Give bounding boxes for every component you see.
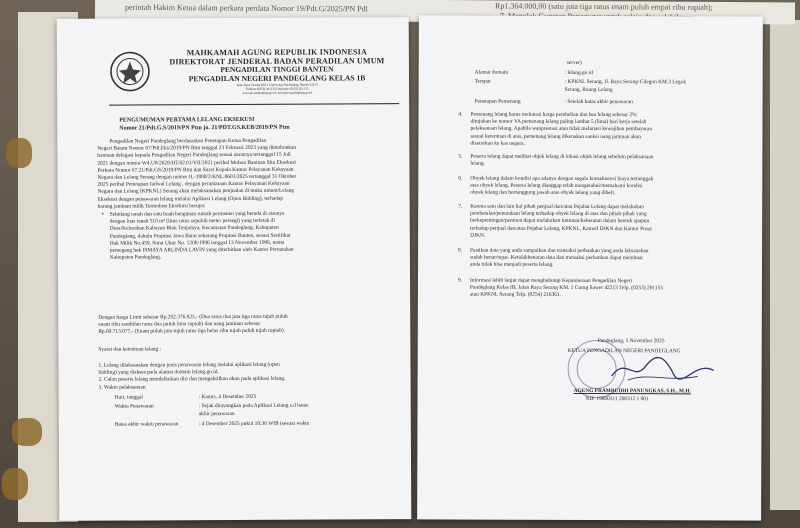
stain xyxy=(6,138,32,168)
text-line: pembatalan/penundaan lelang terhadap obyek lelang di atas dan pihak-pihak yang xyxy=(470,210,647,218)
domain-label: Alamat domain xyxy=(474,69,509,76)
text-line: Dengan harga Limit sebesar Rp.202.376.925,- (Dua ratus dua juta tiga ratus tujuh puluh xyxy=(98,313,288,321)
text-line: bidding) yang diakses pada alamat domain lelang.go.id. xyxy=(98,369,219,376)
bullet-icon: • xyxy=(101,211,104,218)
text-line: terhadap penjual dan/atau Pejabat Lelang, KPKNL, Kanwil DJKN dan Kantor Pusat xyxy=(470,225,652,232)
text-line: anda tidak bisa menjadi peserta lelang. xyxy=(469,261,554,269)
item-number: 5. xyxy=(458,153,463,160)
term-item-6 xyxy=(458,176,748,199)
item-number: 6. xyxy=(458,175,463,182)
letterhead-address-2: Telepon (0253) 201135 Faksimile (0253) 201135 xyxy=(245,86,309,91)
term-item-5 xyxy=(458,154,748,169)
text-line: berkepentingan/peminat dapat melakukan tuntutan/keberatan dalam bentuk apapun xyxy=(470,217,650,225)
letterhead-line-1: MAHKAMAH AGUNG REPUBLIK INDONESIA xyxy=(186,47,367,58)
text-line: 1. Lelang dilaksanakan dengan jenis penawaran lelang melalui aplikasi lelang (open xyxy=(98,361,280,369)
stain xyxy=(2,468,28,500)
text-line: Perkara Nomor 67.21/Pdt.GS/2019/PN Btm dan Surat Kepala Kantor Pelayanan Kekayaan xyxy=(97,166,294,174)
letterhead-address-1: Jalan Raya Serang KM.1 Cipeucang Pandeglang, Banten 42213 xyxy=(236,82,318,87)
text-line: Eksekusi dengan penawaran lelang melalui Aplikasi Lelang (Open Bidding), terhadap xyxy=(97,195,283,203)
text-line: 2025 perihal Penetapan Jadwal Lelang , dengan perantaraan Kantor Pelayanan Kekayaan xyxy=(97,180,290,188)
text-line: Negara dan Lelang Serang dengan nomor JL-1800/2/KNL.0601/2025 tertanggal 31 Oktober xyxy=(97,173,297,181)
background-paper-right xyxy=(770,20,800,510)
text-line: barang jaminan milik Termohon Eksekusi berupa: xyxy=(97,202,206,210)
signature-place-date: Pandeglang, 5 November 2025 xyxy=(597,338,665,345)
domain-value: : lelang.go.id xyxy=(564,69,593,77)
item-number: 9. xyxy=(457,277,463,284)
letterhead-rule xyxy=(109,103,399,106)
term-item-9 xyxy=(458,278,748,301)
signature-title: KETUA PENGADILAN NEGERI PANDEGLANG xyxy=(567,347,681,355)
schedule-bid-value: : Sejak ditayangkan pada Aplikasi Lelang s.d batas xyxy=(198,402,309,410)
letterhead-line-4: PENGADILAN NEGERI PANDEGLANG KELAS 1B xyxy=(188,73,366,84)
text-line: Informasi lebih lanjut dapat menghubungi Kepaniteraan Pengadilan Negeri xyxy=(469,277,633,285)
term-item-4 xyxy=(458,112,748,149)
text-line: enam ribu sembilan ratus dua puluh lima rupiah) dan uang jaminan sebesar xyxy=(98,321,261,328)
letterhead-line-2: DIREKTORAT JENDERAL BADAN PERADILAN UMUM xyxy=(169,56,385,67)
signature-nip: NIP. 19800311 200312 1 001 xyxy=(585,395,649,403)
text-line: ditujukan ke nomor VA pemenang lelang paling lambat 5 (lima) hari kerja setelah xyxy=(470,118,647,126)
signature-block xyxy=(567,334,747,415)
text-line: Pastikan data yang anda sampaikan dan transaksi perbankan yang anda laksanakan xyxy=(470,247,649,255)
text-line: sesuai ketentuan di atas, pemenang lelang dikenakan sanksi uang jaminan akan xyxy=(470,133,641,140)
text-line: pelaksanaan lelang. Apabila wanprestasi atau tidak melunasi kewajiban pembayaran xyxy=(470,125,653,133)
announcement-page-2 xyxy=(417,15,763,520)
text-line: obyek lelang dan bertanggung jawab atas obyek lelang yang dibeli. xyxy=(470,189,616,197)
text-line: 2. Calon peserta lelang mendaftarkan diri dan mengaktifkan akun pada aplikasi lelang. xyxy=(98,376,286,384)
announcement-title: PENGUMUMAN PERTAMA LELANG EKSEKUSI xyxy=(119,116,255,124)
announcement-page-1 xyxy=(57,17,412,521)
announcement-number: Nomor 21/Pdt.G.S/2019/PN Ptm jo. 21/PDT.GS.KEB/2019/PN Ptm xyxy=(119,124,290,132)
text-line: 2021 dengan nomor W4.U8/2628/HT.02.01/VII/2021 perihal Mohon Bantuan Sita Eksekusi xyxy=(97,159,296,167)
text-line: Rp.60.713.077,- (Enam puluh juta tujuh ratus tiga belas ribu tujuh puluh tujuh rupiah). xyxy=(98,328,286,336)
terms-title: Syarat dan ketentuan lelang : xyxy=(98,346,162,353)
winner-value: : Setelah batas akhir penawaran xyxy=(564,98,633,106)
schedule-deadline-label: Batas akhir waktu penawaran xyxy=(114,421,179,428)
text-line: disetorkan ke kas negara. xyxy=(470,140,525,147)
text-line: dengan luas tanah 510 m² (lima ratus sepuluh meter persegi) yang terletak di xyxy=(109,217,275,225)
strip-right-line-1: Rp1.364.000,00 (satu juta tiga ratus enam puluh empat ribu rupiah); xyxy=(495,1,713,12)
terms-list xyxy=(98,361,400,391)
text-line: atau KPKNL Serang Telp. (0254) 216361. xyxy=(469,291,562,299)
intro-paragraph xyxy=(97,137,399,211)
text-line: Pandeglang Kelas IB, Jalan Raya Serang KM. 1 Curug Sawer 42213 Telp. (0253) 201155 xyxy=(469,284,664,292)
letterhead-address-3: www.pn-pandeglang.go.id, info@pn-pandeglang.go.id xyxy=(242,90,312,95)
winner-label: Penetapan Pemenang xyxy=(474,98,521,105)
signature-icon xyxy=(608,352,718,386)
text-line: Desa/Kelurahan Kabayan Blok Tenjolaya, Kecamatan Pandeglang, Kabupaten xyxy=(109,225,279,233)
schedule-bid-value-cont: akhir penawaran xyxy=(198,410,235,418)
text-line: Hak Milik No.459, Surat Ukur No. 1208/1996 tanggal 13 November 1996, nama xyxy=(109,239,285,247)
place-value-1: : KPKNL Serang, Jl. Raya Serang-Cilegon KM.3 Legok xyxy=(564,78,687,86)
signature-name: AGENG PRAMBUDHI PANUNGKAS, S.H., M.H. xyxy=(573,387,691,395)
text-line: 3. Waktu pelaksanaan xyxy=(98,384,146,391)
term-item-7 xyxy=(458,204,748,241)
text-line: Sebidang tanah dan satu buah bangunan rumah permanen yang berada di atasnya xyxy=(109,210,285,218)
text-line: Pengadilan Negeri Pandeglang berdasarkan Penetapan Ketua Pengadilan xyxy=(109,137,267,145)
schedule-deadline-value: : 4 Desember 2025 pukul 10:30 WIB (sesuai waktu xyxy=(198,420,310,428)
term-item-8 xyxy=(458,248,748,271)
text-line: Obyek lelang dalam kondisi apa adanya dengan segala konsekuensi biaya tertanggak xyxy=(470,175,654,183)
text-line: Negara dan Lelang (KPKNL) Serang akan melaksanakan penjualan di muka umum/Lelang xyxy=(97,188,294,196)
strip-left-text: perintah Hakim Ketua dalam perkara perdata Nomor 19/Pdt.G/2025/PN Pdl xyxy=(124,2,368,14)
text-line: DJKN. xyxy=(470,232,486,239)
item-number: 7. xyxy=(458,203,463,210)
text-line: Negeri Batam Nomor 67/Pdt.Eks/2019/PN Btm tanggal 23 Februari 2023 yang dimohonkan xyxy=(97,144,297,152)
letterhead-line-3: PENGADILAN TINGGI BANTEN xyxy=(220,64,334,75)
item-number: 4. xyxy=(458,111,463,118)
place-value-2: Serang, Ruang Lelang xyxy=(564,86,613,94)
schedule-day-label: Hari, tanggal xyxy=(114,394,143,401)
text-line: Pemenang lelang harus melunasi harga pembelian dan bea lelang sebesar 2% xyxy=(470,111,637,119)
text-line: lelang. xyxy=(470,160,485,167)
text-line: atas obyek lelang. Peserta lelang dianggap telah mengetahui/memahami kondisi xyxy=(470,182,643,190)
text-line: Kabupaten Pandeglang. xyxy=(109,254,162,261)
text-line: sudah benar/tepat. Ketidakbenaran data dan transaksi perbankan dapat membuat xyxy=(470,254,643,262)
stain xyxy=(12,418,42,446)
court-emblem-icon xyxy=(109,48,151,94)
schedule-bid-label: Waktu Penawaran xyxy=(114,403,154,410)
price-paragraph xyxy=(98,313,400,336)
text-line: pemegang hak ISMAYA ARLINDA LAVIN yang diterbitkan oleh Kantor Pertanahan xyxy=(109,246,294,254)
letterhead xyxy=(57,47,409,101)
item-number: 8. xyxy=(458,247,463,254)
object-description xyxy=(110,210,398,262)
announcement-heading xyxy=(119,115,399,132)
place-label: Tempat xyxy=(474,78,491,85)
text-line: Pandeglang, dahulu Propinsi Jawa Barat sekarang Propinsi Banten, sesuai Sertifikat xyxy=(109,232,291,240)
schedule-day-value: : Kamis, 4 Desember 2025 xyxy=(198,393,257,401)
text-line: Karena satu dan lain hal pihak penjual dan/atau Pejabat Lelang dapat melakukan xyxy=(470,203,645,211)
text-line: Peserta lelang dapat melihat objek lelang di lokasi objek lelang sebelum pelaksanaan xyxy=(470,153,654,161)
text-line: bantuan delegasi kepada Pengadilan Negeri Pandeglang sesuai suratnya tertanggal 15 Juli xyxy=(97,152,291,160)
server-text: server) xyxy=(566,59,582,66)
